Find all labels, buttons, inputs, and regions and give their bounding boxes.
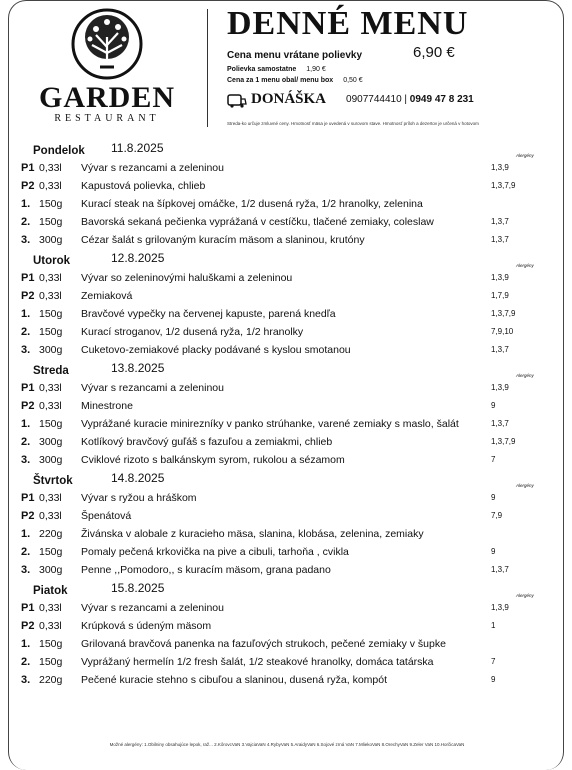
item-portion: 300g — [39, 454, 63, 466]
item-description: Pečené kuracie stehno s cibuľou a slaninou, dusená ryža, kompót — [81, 674, 387, 686]
day-name: Pondelok — [33, 145, 85, 157]
menu-item — [9, 159, 563, 177]
item-code: 1. — [21, 308, 31, 320]
menu-item — [9, 231, 563, 249]
item-portion: 150g — [39, 326, 63, 338]
item-description: Grilovaná bravčová panenka na fazuľových strukoch, pečené zemiaky v šupke — [81, 638, 446, 650]
item-code: 2. — [21, 326, 31, 338]
item-allergens: 1,3,7,9 — [491, 437, 516, 446]
allergen-label: Alergény — [516, 593, 534, 598]
item-code: 3. — [21, 454, 31, 466]
delivery-row — [227, 91, 474, 108]
item-code: 1. — [21, 198, 31, 210]
item-code: 3. — [21, 674, 31, 686]
day-section — [9, 579, 563, 689]
item-allergens: 9 — [491, 493, 496, 502]
item-description: Zemiaková — [81, 290, 133, 302]
item-code: P2 — [21, 510, 35, 522]
menu-item — [9, 415, 563, 433]
item-allergens: 7,9 — [491, 511, 503, 520]
item-code: 2. — [21, 546, 31, 558]
item-code: 3. — [21, 344, 31, 356]
item-portion: 150g — [39, 656, 63, 668]
menu-item — [9, 177, 563, 195]
item-description: Vyprážaný hermelín 1/2 fresh šalát, 1/2 steakové hranolky, domáca tatárska — [81, 656, 434, 668]
menu-item — [9, 599, 563, 617]
item-portion: 220g — [39, 528, 63, 540]
day-date: 13.8.2025 — [111, 361, 165, 375]
item-allergens: 1,7,9 — [491, 291, 509, 300]
item-allergens: 1,3,7,9 — [491, 309, 516, 318]
menu-item — [9, 653, 563, 671]
item-allergens: 1,3,9 — [491, 603, 509, 612]
item-code: P2 — [21, 400, 35, 412]
soup-price-value: 1,90 € — [306, 66, 326, 73]
day-date: 14.8.2025 — [111, 471, 165, 485]
day-name: Piatok — [33, 585, 68, 597]
item-code: P1 — [21, 272, 35, 284]
item-code: P1 — [21, 162, 35, 174]
item-allergens: 1 — [491, 621, 496, 630]
item-portion: 150g — [39, 308, 63, 320]
item-portion: 0,33l — [39, 290, 62, 302]
item-description: Vývar s rezancami a zeleninou — [81, 602, 224, 614]
page-title: DENNÉ MENU — [227, 5, 469, 42]
item-description: Cviklové rizoto s balkánskym syrom, rukolou a sézamom — [81, 454, 345, 466]
allergen-label: Alergény — [516, 153, 534, 158]
item-description: Vývar s rezancami a zeleninou — [81, 162, 224, 174]
menu-price-value: 6,90 € — [413, 44, 455, 61]
item-description: Pomaly pečená krkovička na pive a cibuli, tarhoňa , cvikla — [81, 546, 349, 558]
item-code: 3. — [21, 564, 31, 576]
phone-2: 0949 47 8 231 — [409, 94, 474, 105]
menu-item — [9, 635, 563, 653]
item-code: 1. — [21, 528, 31, 540]
allergen-label: Alergény — [516, 483, 534, 488]
menu-item — [9, 213, 563, 231]
item-allergens: 1,3,9 — [491, 383, 509, 392]
day-section — [9, 139, 563, 249]
delivery-title: DONÁŠKA — [251, 91, 327, 107]
soup-price-label: Polievka samostatne — [227, 66, 297, 73]
day-list — [9, 139, 563, 689]
item-portion: 220g — [39, 674, 63, 686]
allergen-footer: Možné alergény: 1.Obilniny obsahujúce lepok, raž... 2.KôrovcVaN 3.VajciaVaN 4.RybyVaN 5.AraidyVaN 6.Sojové zrná VaN 7.MliekoVaN 8.OrechyVaN 9.Zeler VaN 10.HorčicaVaN — [109, 742, 465, 747]
item-allergens: 7 — [491, 455, 496, 464]
day-header — [9, 469, 563, 489]
menu-item — [9, 305, 563, 323]
item-description: Bravčové vyp​ečky na červenej kapuste, parená knedľa — [81, 308, 336, 320]
item-code: 1. — [21, 638, 31, 650]
item-portion: 0,33l — [39, 162, 62, 174]
item-portion: 150g — [39, 216, 63, 228]
menu-page — [8, 0, 564, 770]
day-date: 15.8.2025 — [111, 581, 165, 595]
day-header — [9, 139, 563, 159]
brand-subtitle: RESTAURANT — [54, 113, 160, 124]
item-description: Vývar s ryžou a hráškom — [81, 492, 197, 504]
item-code: 2. — [21, 656, 31, 668]
item-code: 2. — [21, 216, 31, 228]
item-description: Minestrone — [81, 400, 133, 412]
item-portion: 0,33l — [39, 510, 62, 522]
brand-name: GARDEN — [38, 81, 175, 114]
item-code: P2 — [21, 290, 35, 302]
day-date: 12.8.2025 — [111, 251, 165, 265]
item-code: P1 — [21, 382, 35, 394]
day-name: Utorok — [33, 255, 71, 267]
menu-item — [9, 489, 563, 507]
item-code: P1 — [21, 602, 35, 614]
menu-item — [9, 671, 563, 689]
menu-item — [9, 617, 563, 635]
item-description: Cézar šalát s grilovaným kuracím mäsom a slaninou, krutóny — [81, 234, 365, 246]
menu-item — [9, 323, 563, 341]
item-allergens: 1,3,7 — [491, 217, 509, 226]
item-description: Kurací stroganov, 1/2 dusená ryža, 1/2 hranolky — [81, 326, 304, 338]
allergen-label: Alergény — [516, 373, 534, 378]
item-allergens: 1,3,9 — [491, 273, 509, 282]
item-code: P1 — [21, 492, 35, 504]
day-section — [9, 249, 563, 359]
box-price-row — [227, 77, 363, 84]
item-description: Bavorská sekaná pečienka vyprážaná v cestíčku, tlačené zemiaky, coleslaw — [81, 216, 434, 228]
item-portion: 0,33l — [39, 492, 62, 504]
item-code: P2 — [21, 180, 35, 192]
header-note: Streda-ko určuje zmluvné ceny. Hmotnosť mäsa je uvedená v surovom stave. Hmotnosť príloh a dezertov je určená v hotovom — [227, 121, 479, 126]
menu-item — [9, 287, 563, 305]
item-allergens: 9 — [491, 401, 496, 410]
menu-item — [9, 525, 563, 543]
item-description: Kotlíkový bravčový guľáš s fazuľou a zemiakmi, chlieb — [81, 436, 333, 448]
item-allergens: 1,3,7 — [491, 565, 509, 574]
allergen-label: Alergény — [516, 263, 534, 268]
menu-item — [9, 341, 563, 359]
phone-1: 0907744410 — [346, 94, 402, 105]
item-description: Kurací steak na šípkovej omáčke, 1/2 dusená ryža, 1/2 hranolky, zelenina — [81, 198, 423, 210]
item-description: Vyprážané kuracie minirezníky v panko strúhanke, varené zemiaky s maslo, šalát — [81, 418, 459, 430]
item-allergens: 7 — [491, 657, 496, 666]
item-portion: 0,33l — [39, 620, 62, 632]
day-header — [9, 359, 563, 379]
delivery-phones: 0907744410 | 0949 47 8 231 — [346, 94, 474, 105]
menu-price-row — [227, 44, 557, 61]
menu-header — [9, 1, 563, 139]
item-code: 1. — [21, 418, 31, 430]
box-price-value: 0,50 € — [343, 77, 363, 84]
item-portion: 0,33l — [39, 272, 62, 284]
menu-item — [9, 195, 563, 213]
item-description: Kapustová polievka, chlieb — [81, 180, 206, 192]
item-allergens: 7,9,10 — [491, 327, 514, 336]
delivery-icon — [227, 92, 247, 108]
item-portion: 150g — [39, 198, 63, 210]
item-description: Vývar so zeleninovými haluškami a zeleninou — [81, 272, 293, 284]
tree-icon — [70, 7, 144, 81]
day-section — [9, 359, 563, 469]
item-allergens: 9 — [491, 547, 496, 556]
item-allergens: 9 — [491, 675, 496, 684]
box-price-label: Cena za 1 menu obal/ menu box — [227, 77, 334, 84]
item-code: P2 — [21, 620, 35, 632]
item-description: Špenátová — [81, 510, 132, 522]
item-portion: 0,33l — [39, 400, 62, 412]
menu-item — [9, 451, 563, 469]
item-portion: 300g — [39, 436, 63, 448]
garden-logo — [27, 7, 187, 124]
day-name: Štvrtok — [33, 475, 73, 487]
item-portion: 300g — [39, 344, 63, 356]
item-code: 2. — [21, 436, 31, 448]
day-header — [9, 249, 563, 269]
item-portion: 0,33l — [39, 180, 62, 192]
item-portion: 300g — [39, 564, 63, 576]
menu-item — [9, 561, 563, 579]
item-allergens: 1,3,7 — [491, 419, 509, 428]
soup-price-row — [227, 66, 326, 73]
header-divider — [207, 9, 208, 127]
item-portion: 0,33l — [39, 602, 62, 614]
menu-item — [9, 269, 563, 287]
item-description: Cuketovo-zemiakové placky podávané s kyslou smotanou — [81, 344, 351, 356]
item-description: Krúpková s údeným mäsom — [81, 620, 212, 632]
menu-item — [9, 543, 563, 561]
item-description: Vývar s rezancami a zeleninou — [81, 382, 224, 394]
day-date: 11.8.2025 — [111, 141, 164, 155]
item-portion: 300g — [39, 234, 63, 246]
menu-item — [9, 379, 563, 397]
day-header — [9, 579, 563, 599]
day-section — [9, 469, 563, 579]
item-portion: 0,33l — [39, 382, 62, 394]
item-allergens: 1,3,7 — [491, 345, 509, 354]
menu-item — [9, 397, 563, 415]
item-portion: 150g — [39, 546, 63, 558]
item-allergens: 1,3,9 — [491, 163, 509, 172]
item-portion: 150g — [39, 418, 63, 430]
item-description: Penne ,,Pomodoro,, s kuracím mäsom, grana padano — [81, 564, 331, 576]
menu-price-label: Cena menu vrátane polievky — [227, 50, 363, 61]
item-code: 3. — [21, 234, 31, 246]
item-description: Živánska v alobale z kuracieho mäsa, slanina, klobása, zelenina, zemiaky — [81, 528, 424, 540]
menu-item — [9, 507, 563, 525]
item-allergens: 1,3,7 — [491, 235, 509, 244]
menu-item — [9, 433, 563, 451]
item-allergens: 1,3,7,9 — [491, 181, 516, 190]
day-name: Streda — [33, 365, 69, 377]
item-portion: 150g — [39, 638, 63, 650]
